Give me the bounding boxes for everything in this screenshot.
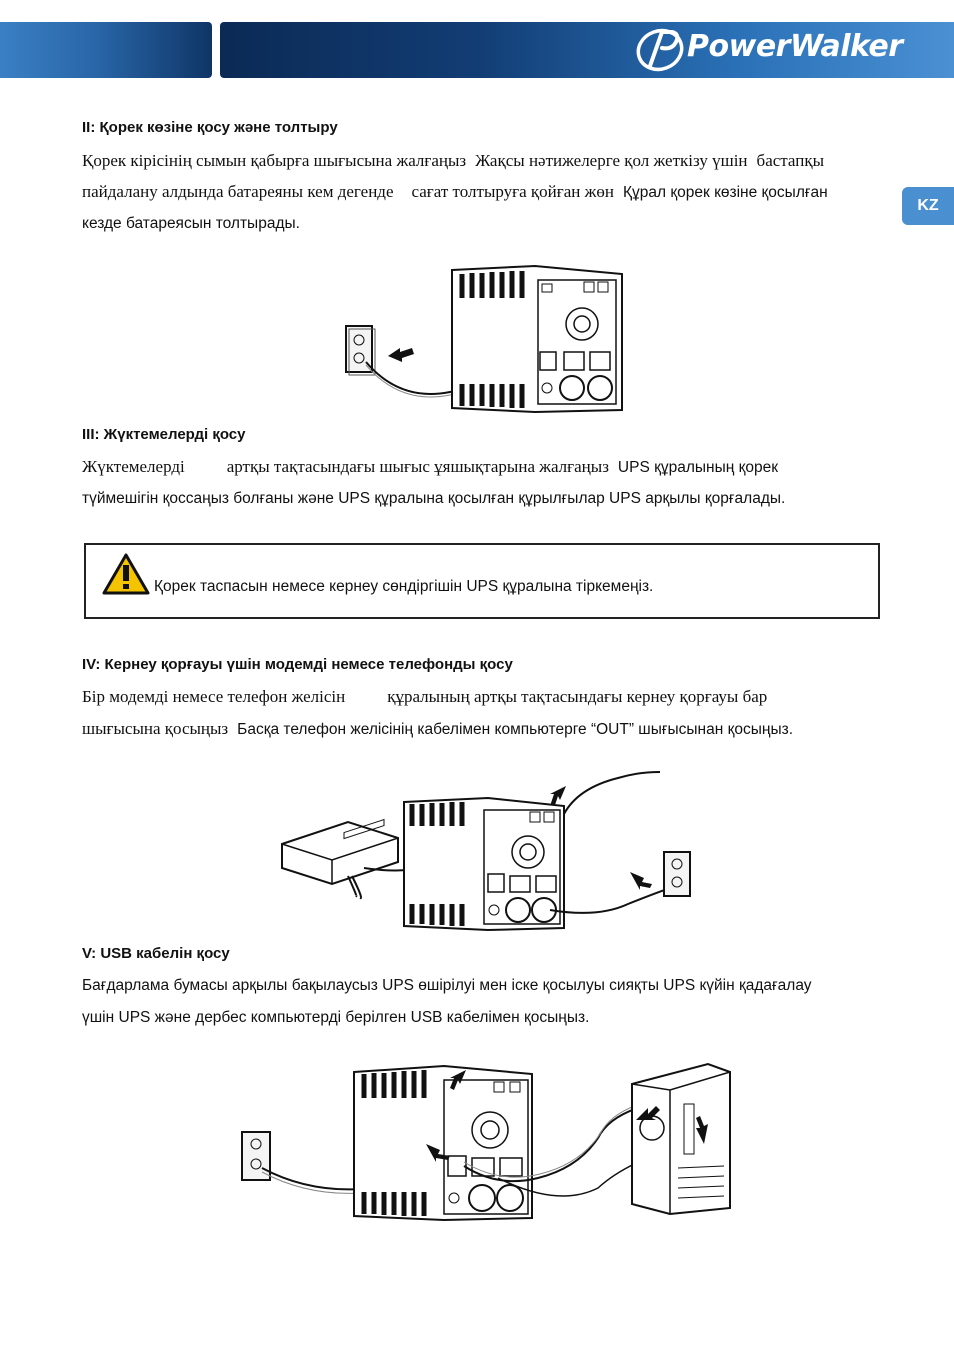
warning-box [84,543,880,619]
figure-ups-to-wall [340,262,630,417]
section3-heading: III: Жүктемелерді қосу [82,426,246,443]
section4-line1: Бір модемді немесе телефон желісін құралының артқы тақтасындағы кернеу қорғауы бар [82,687,768,706]
section4-heading: IV: Кернеу қорғауы үшін модемді немесе телефонды қосу [82,656,513,673]
ups-unit [404,798,564,930]
section4-line2: шығысына қосыңыз Басқа телефон желісінің кабелімен компьютерге “OUT” шығысынан қосыңыз. [82,719,793,738]
section5-heading: V: USB кабелін қосу [82,945,230,962]
section2-line3: кезде батареясын толтырады. [82,215,300,232]
figure-usb-connection [238,1058,738,1228]
warning-triangle-icon [102,553,150,595]
section3-line2: түймешігін қоссаңыз болғаны және UPS құралына қосылған құрылғылар UPS арқылы қорғалады. [82,490,786,507]
warning-text: Қорек таспасын немесе кернеу сөндіргішін UPS құралына тіркемеңіз. [154,578,654,595]
arrow-icon [630,872,652,890]
wall-outlet [664,852,690,896]
section2-line2: пайдалану алдында батареяны кем дегенде сағат толтыруға қойған жөн Құрал қорек көзіне қосылған [82,182,828,201]
arrow-icon [388,348,414,362]
wall-outlet [242,1132,270,1180]
language-tab-kz[interactable]: KZ [902,187,954,225]
ups-unit [452,266,622,412]
section2-line1: Қорек кірісінің сымын қабырға шығысына жалғаңыз Жақсы нәтижелерге қол жеткізу үшін бастапқы [82,151,825,170]
brand-logo [632,26,944,74]
modem-device [282,820,398,884]
section2-heading: II: Қорек көзіне қосу және толтыру [82,119,338,136]
brand-name: PowerWalker [687,29,903,64]
header-bar-left [0,22,212,78]
powerwalker-logo-icon [632,26,688,74]
section5-line1: Бағдарлама бумасы арқылы бақылаусыз UPS өшірілуі мен іске қосылуы сияқты UPS күйін қадағалау [82,977,812,994]
ups-unit [354,1066,532,1220]
computer-tower [632,1064,730,1214]
figure-modem-connection [278,768,698,938]
section3-line1: Жүктемелерді артқы тақтасындағы шығыс ұяшықтарына жалғаңыз UPS құралының қорек [82,457,779,476]
section5-line2: үшін UPS және дербес компьютерді берілген USB кабелімен қосыңыз. [82,1009,590,1026]
